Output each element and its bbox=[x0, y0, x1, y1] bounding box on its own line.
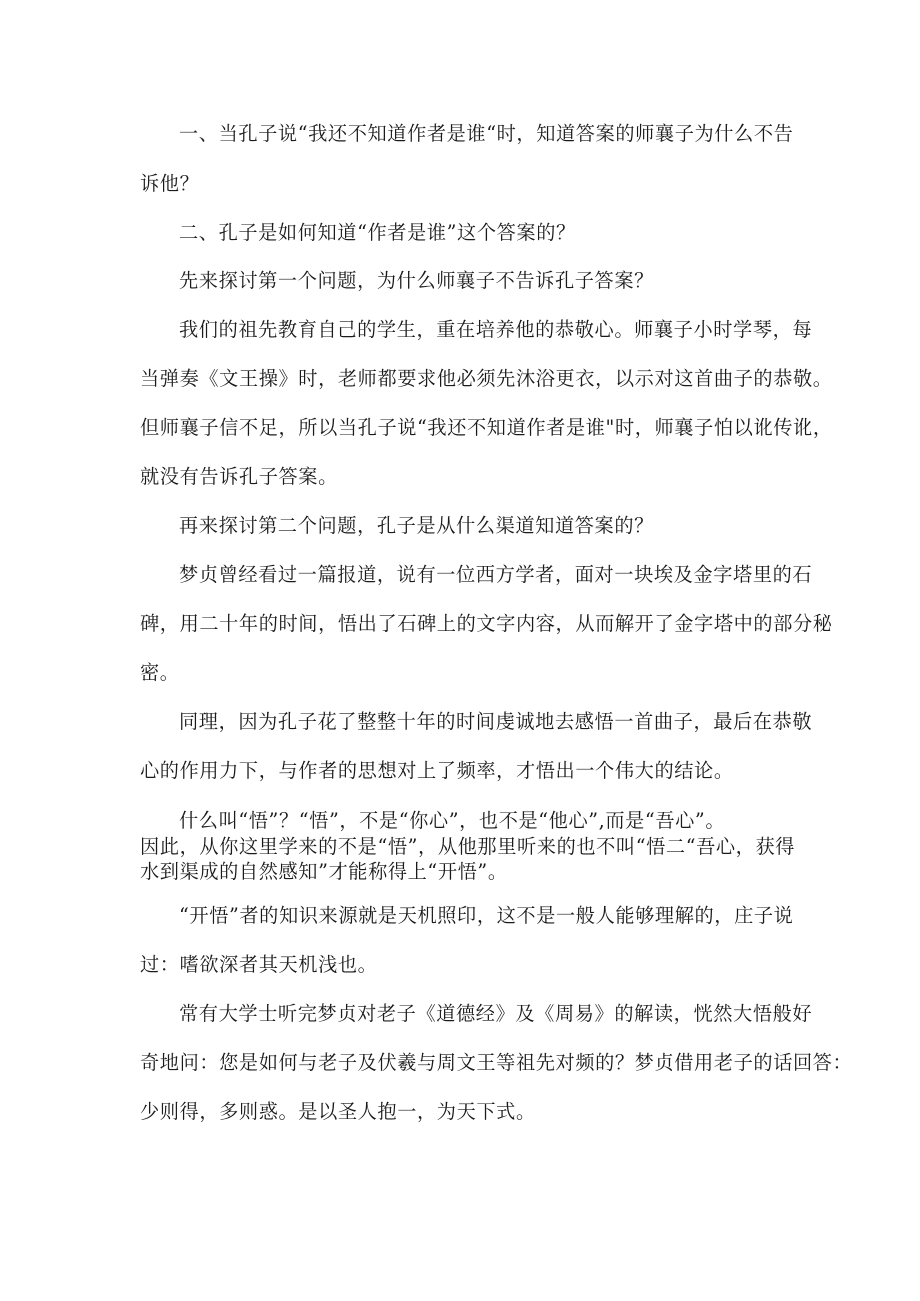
text-line: 二、孔子是如何知道“作者是谁”这个答案的？ bbox=[179, 221, 576, 244]
text-line: 同理，因为孔子花了整整十年的时间虔诚地去感悟一首曲子，最后在恭敬 bbox=[179, 710, 813, 733]
text-line: 当弹奏《文王操》时，老师都要求他必须先沐浴更衣，以示对这首曲子的恭敬。 bbox=[140, 367, 833, 390]
text-line: 先来探讨第一个问题，为什么师襄子不告诉孔子答案？ bbox=[179, 269, 654, 292]
text-line: 因此，从你这里学来的不是“悟”，从他那里听来的也不叫“悟二“吾心，获得 bbox=[140, 835, 796, 858]
text-line: 再来探讨第二个问题，孔子是从什么渠道知道答案的？ bbox=[179, 514, 654, 537]
text-line: 常有大学士听完梦贞对老子《道德经》及《周易》的解读，恍然大悟般好 bbox=[179, 1002, 813, 1025]
text-line: 碑，用二十年的时间，悟出了石碑上的文字内容，从而解开了金字塔中的部分秘 bbox=[140, 612, 833, 635]
text-line: “开悟”者的知识来源就是天机照印，这不是一般人能够理解的，庄子说 bbox=[179, 904, 794, 927]
text-line: 奇地问：您是如何与老子及伏羲与周文王等祖先对频的？梦贞借用老子的话回答： bbox=[140, 1051, 853, 1074]
text-line: 什么叫“悟”？“悟”，不是“你心”，也不是“他心”,而是“吾心”。 bbox=[179, 809, 726, 832]
text-line: 但师襄子信不足，所以当孔子说“我还不知道作者是谁"时，师襄子怕以讹传讹， bbox=[140, 416, 833, 439]
text-line: 一、当孔子说“我还不知道作者是谁“时，知道答案的师襄子为什么不告 bbox=[179, 122, 794, 145]
text-line: 过：嗜欲深者其天机浅也。 bbox=[140, 953, 378, 976]
text-line: 心的作用力下，与作者的思想对上了频率，才悟出一个伟大的结论。 bbox=[140, 759, 734, 782]
text-line: 水到渠成的自然感知”才能称得上“开悟”。 bbox=[140, 860, 508, 883]
text-line: 诉他？ bbox=[140, 172, 200, 195]
text-line: 我们的祖先教育自己的学生，重在培养他的恭敬心。师襄子小时学琴，每 bbox=[179, 318, 813, 341]
text-line: 少则得，多则惑。是以圣人抱一，为天下式。 bbox=[140, 1100, 536, 1123]
text-line: 就没有告诉孔子答案。 bbox=[140, 465, 338, 488]
text-line: 密。 bbox=[140, 661, 180, 684]
text-line: 梦贞曾经看过一篇报道，说有一位西方学者，面对一块埃及金字塔里的石 bbox=[179, 563, 813, 586]
